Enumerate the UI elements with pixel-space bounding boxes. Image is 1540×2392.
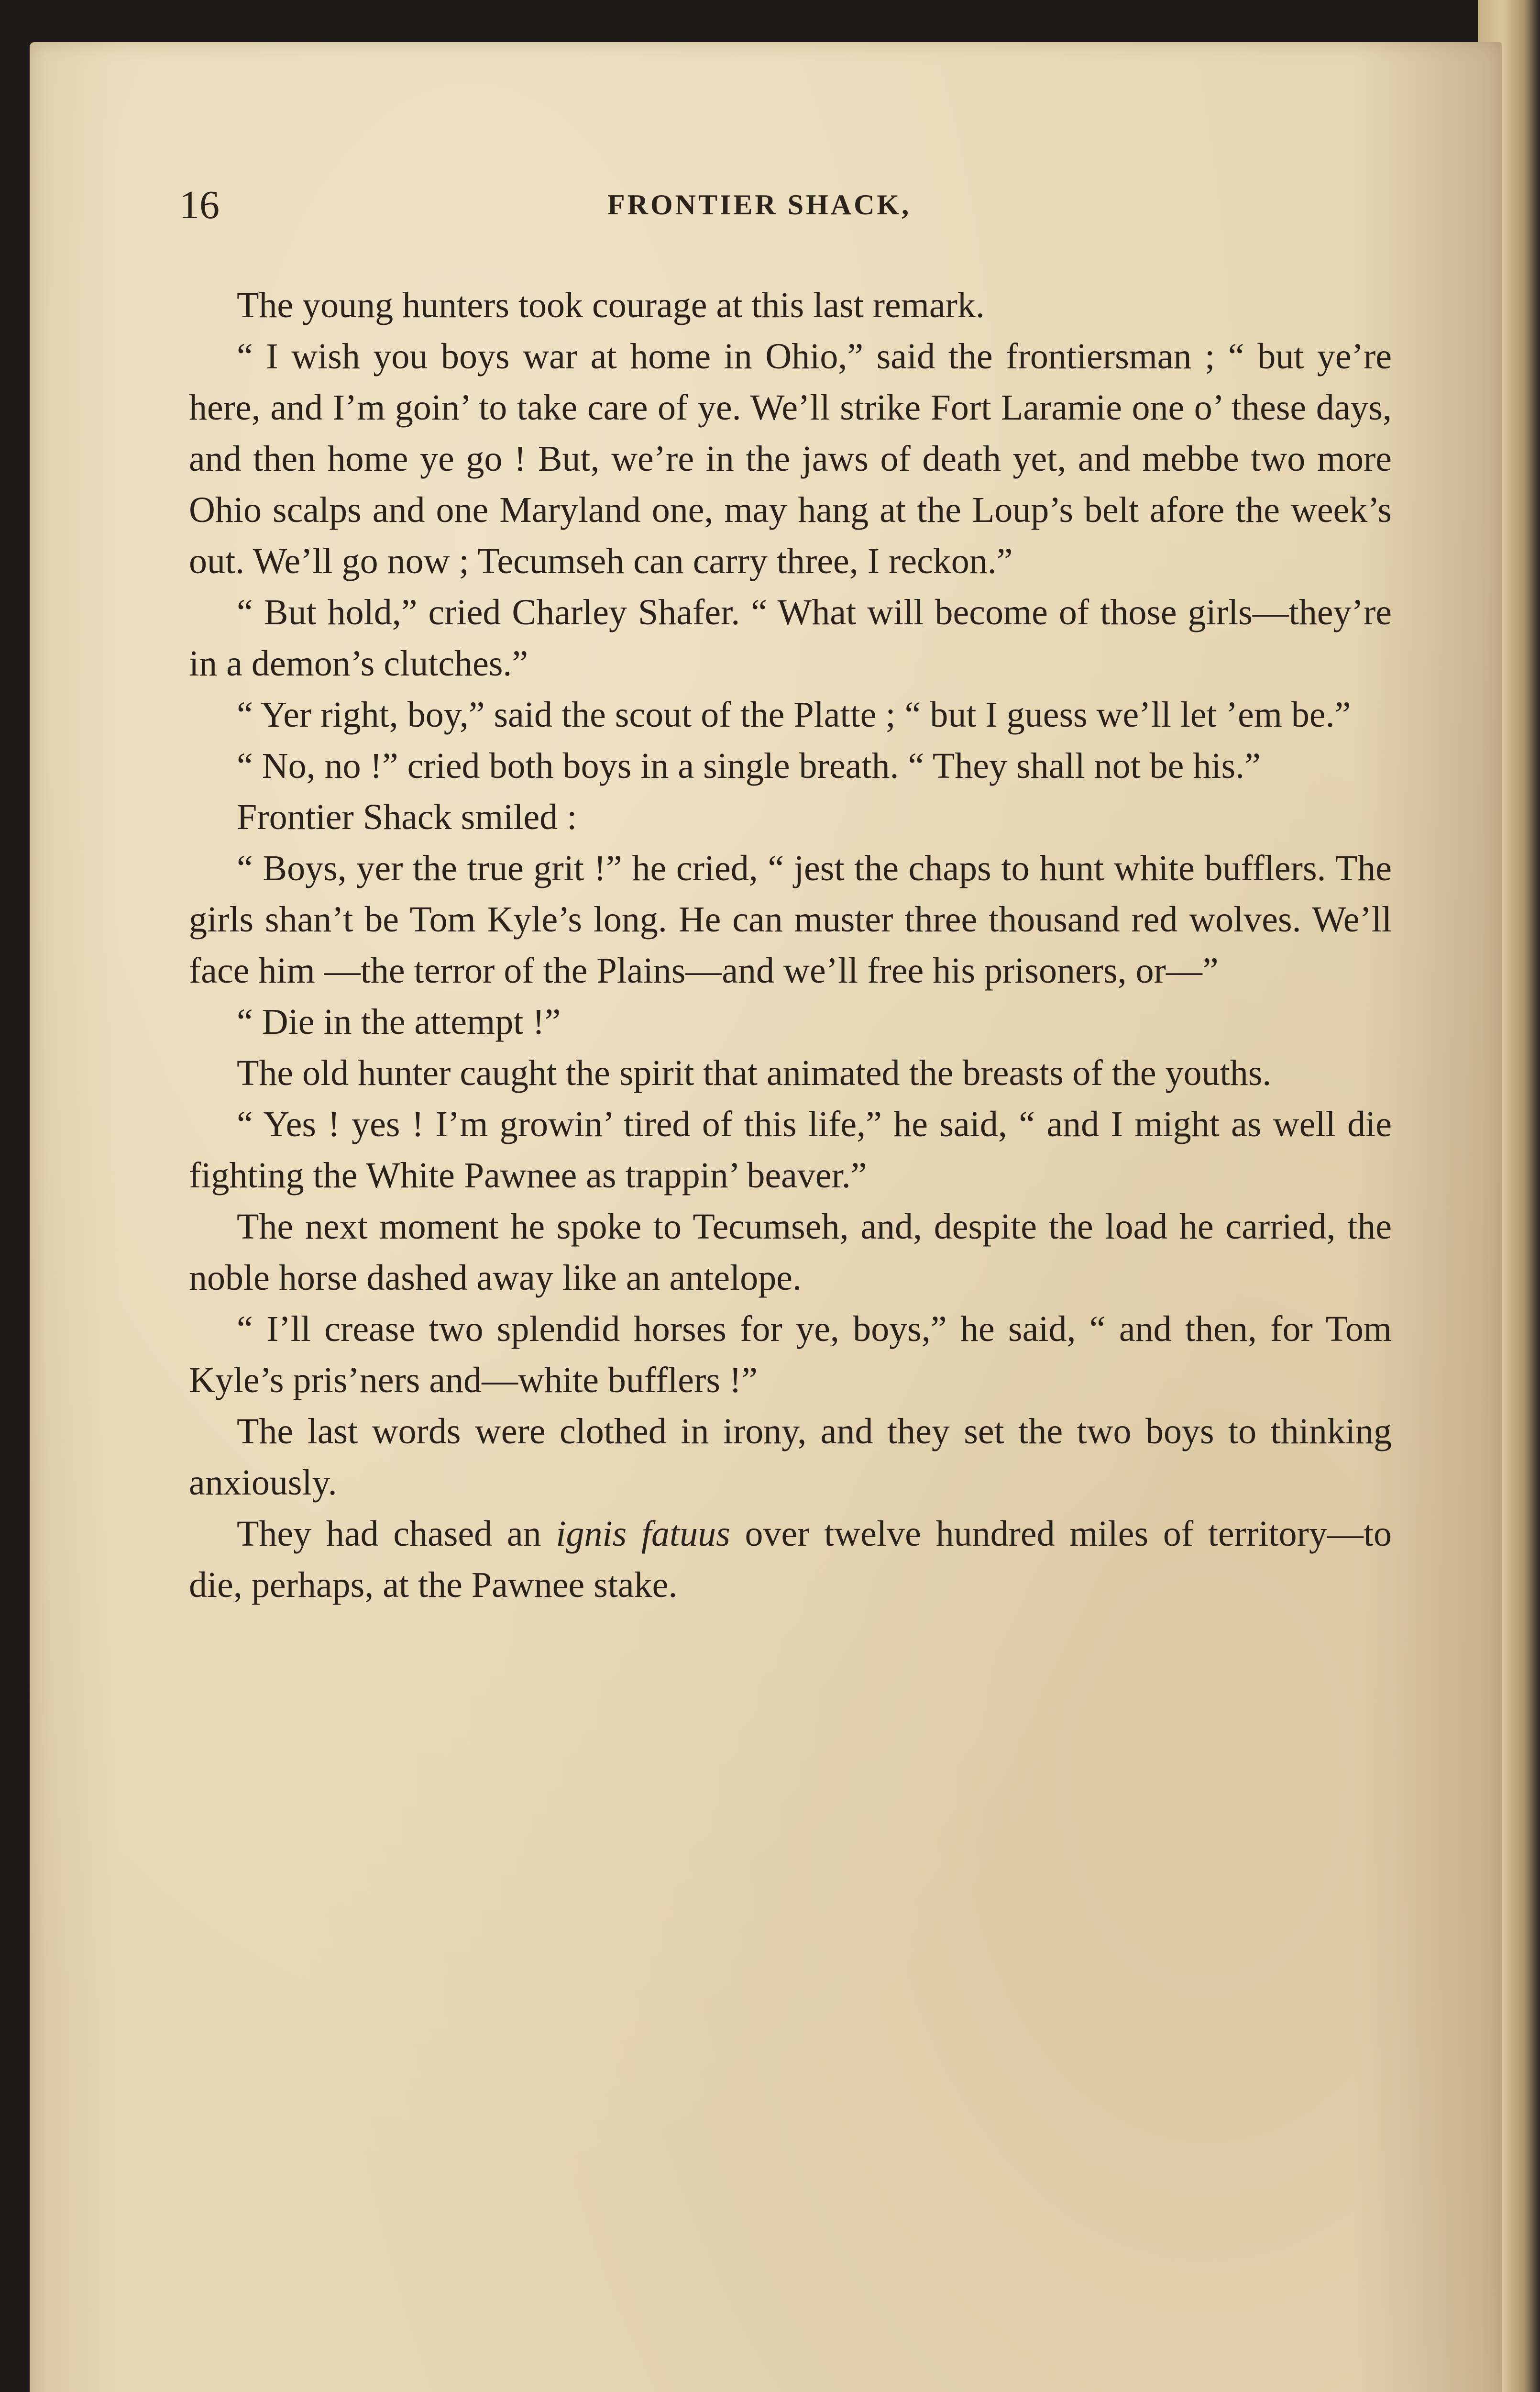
paragraph: “ Yes ! yes ! I’m growin’ tired of this life,” he said, “ and I might as well die fighting the White Pawnee as trappin’ beaver.” [189, 1104, 1392, 1196]
running-head [0, 182, 1540, 239]
paragraph: “ I wish you boys war at home in Ohio,” said the frontiersman ; “ but ye’re here, and I’m goin’ to take care of ye. We’ll strike Fort Laramie one o’ these days, and then home ye go ! But, we’re in the jaws of death yet, and mebbe two more Ohio scalps and one Maryland one, may hang at the Loup’s belt afore the week’s out. We’ll go now ; Tecumseh can carry three, I reckon.” [189, 336, 1392, 581]
paragraph [189, 1508, 1392, 1611]
running-title: FRONTIER SHACK, [607, 189, 912, 221]
page-number: 16 [179, 183, 220, 227]
paragraph: The old hunter caught the spirit that animated the breasts of the youths. [237, 1053, 1272, 1093]
paragraph: The young hunters took courage at this last remark. [237, 285, 985, 325]
paragraph-text: over twelve hundred miles of territory—to die, perhaps, at the Pawnee stake. [189, 1514, 1392, 1605]
paragraph: “ But hold,” cried Charley Shafer. “ What will become of those girls—they’re in a demon’s clutches.” [189, 592, 1392, 684]
paragraph: Frontier Shack smiled : [237, 797, 577, 837]
paragraph: The next moment he spoke to Tecumseh, and, despite the load he carried, the noble horse dashed away like an antelope. [189, 1207, 1392, 1298]
paragraph: “ No, no !” cried both boys in a single breath. “ They shall not be his.” [237, 746, 1261, 786]
italic-phrase: ignis fatuus [556, 1514, 730, 1554]
body-text [189, 280, 1392, 1611]
paragraph: “ Boys, yer the true grit !” he cried, “ jest the chaps to hunt white bufflers. The girls shan’t be Tom Kyle’s long. He can muster three thousand red wolves. We’ll face him —the terror of the Plains—and we’ll free his prisoners, or—” [189, 848, 1392, 991]
paragraph: “ Die in the attempt !” [237, 1002, 561, 1042]
paragraph: The last words were clothed in irony, and they set the two boys to thinking anxiously. [189, 1411, 1392, 1503]
paragraph: “ I’ll crease two splendid horses for ye, boys,” he said, “ and then, for Tom Kyle’s pris’ners and—white bufflers !” [189, 1309, 1392, 1400]
paragraph: “ Yer right, boy,” said the scout of the Platte ; “ but I guess we’ll let ’em be.” [237, 695, 1351, 735]
paragraph-text: They had chased an [237, 1514, 556, 1554]
